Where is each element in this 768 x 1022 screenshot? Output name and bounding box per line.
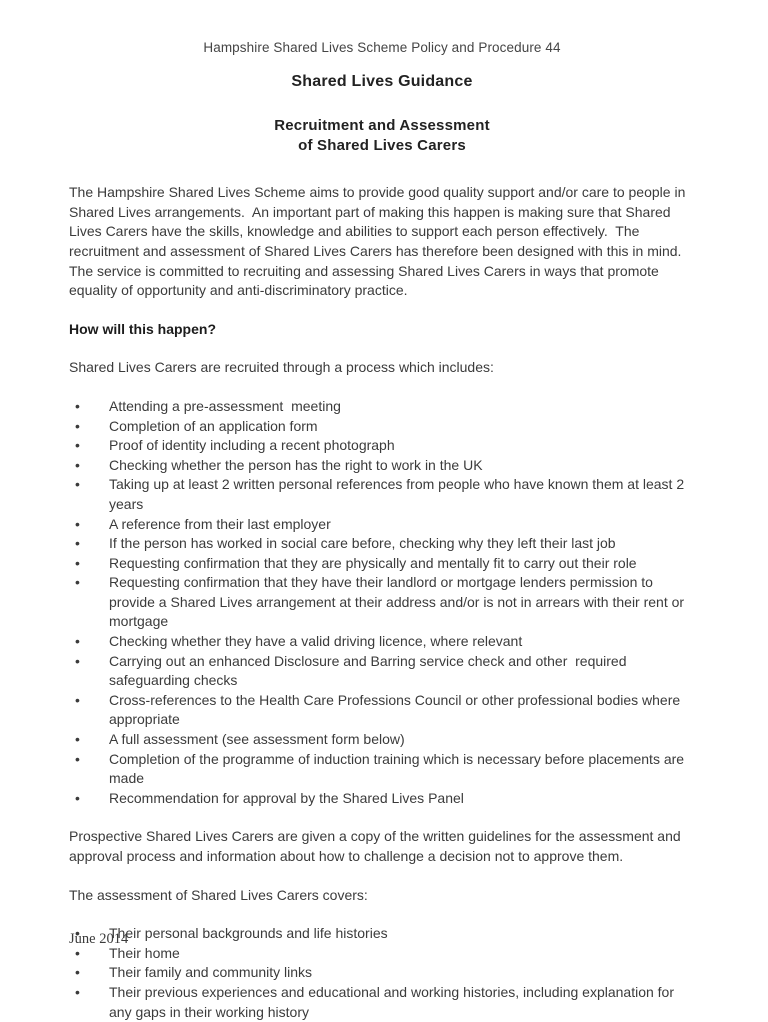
list-item: • A reference from their last employer [69,515,695,535]
list-item: • Carrying out an enhanced Disclosure and Barring service check and other required safeguarding checks [69,652,695,691]
list-item: • Requesting confirmation that they have their landlord or mortgage lenders permission to provide a Shared Lives arrangement at their address and/or is not in arrears with their rent or mortgage [69,573,695,632]
assessment-intro-paragraph: The assessment of Shared Lives Carers covers: [69,886,368,903]
recruitment-bullet-list [69,397,695,808]
list-item: • Their family and community links [69,963,695,983]
section-heading-how-will-this-happen: How will this happen? [69,320,216,337]
list-item: • Checking whether they have a valid driving licence, where relevant [69,632,695,652]
spacer [69,301,695,320]
list-item: • Proof of identity including a recent photograph [69,436,695,456]
assessment-bullet-list [69,924,695,1022]
list-item: • Completion of an application form [69,417,695,437]
list-item: • Attending a pre-assessment meeting [69,397,695,417]
document-header-line: Hampshire Shared Lives Scheme Policy and Procedure 44 [203,40,561,55]
spacer [69,339,695,358]
list-item: • Taking up at least 2 written personal references from people who have known them at least 2 years [69,475,695,514]
list-item: • Their home [69,944,695,964]
list-item: • Requesting confirmation that they are physically and mentally fit to carry out their role [69,554,695,574]
page-subtitle-line-2: of Shared Lives Carers [298,136,466,154]
list-item: • A full assessment (see assessment form below) [69,730,695,750]
list-item: • Their previous experiences and educational and working histories, including explanation for any gaps in their working history [69,983,695,1022]
spacer [69,905,695,924]
list-item: • Recommendation for approval by the Shared Lives Panel [69,789,695,809]
spacer [69,155,695,183]
list-item: • If the person has worked in social care before, checking why they left their last job [69,534,695,554]
page-title: Shared Lives Guidance [291,73,473,91]
spacer [69,378,695,397]
list-item: • Their personal backgrounds and life histories [69,924,695,944]
spacer [69,867,695,886]
list-item: • Checking whether the person has the right to work in the UK [69,456,695,476]
spacer [69,808,695,827]
footer-date: June 2014 [69,931,129,947]
page-subtitle [69,116,695,155]
document-content [69,0,695,1022]
page-subtitle-line-1: Recruitment and Assessment [274,117,490,135]
list-item: • Cross-references to the Health Care Professions Council or other professional bodies where appropriate [69,691,695,730]
list-item: • Completion of the programme of induction training which is necessary before placements are made [69,750,695,789]
intro-paragraph: The Hampshire Shared Lives Scheme aims to provide good quality support and/or care to people in Shared Lives arrangements. An important part of making this happen is making sure that Shared Lives Carers have the skills, knowledge and abilities to support each person effectively. The recruitment and assessment of Shared Lives Carers has therefore been designed with this in mind. The service is committed to recruiting and assessing Shared Lives Carers in ways that promote equality of opportunity and anti-discriminatory practice. [69,184,690,299]
prospective-carers-paragraph: Prospective Shared Lives Carers are given a copy of the written guidelines for the assessment and approval process and information about how to challenge a decision not to approve them. [69,828,685,864]
title-block [69,72,695,155]
recruitment-intro-paragraph: Shared Lives Carers are recruited through a process which includes: [69,359,494,376]
